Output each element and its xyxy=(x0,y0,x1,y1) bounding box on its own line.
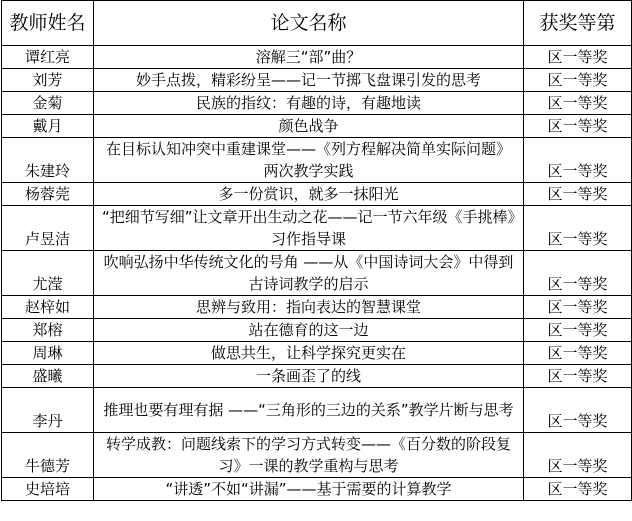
paper-title-cell: 颜色战争 xyxy=(94,115,524,138)
header-paper-title: 论文名称 xyxy=(94,1,524,46)
award-level-cell: 区一等奖 xyxy=(524,433,632,478)
award-level-cell: 区一等奖 xyxy=(524,115,632,138)
paper-title-cell: “把细节写细”让文章开出生动之花——记一节六年级《手挑棒》习作指导课 xyxy=(94,206,524,251)
paper-title-cell: “讲透”不如“讲漏”——基于需要的计算教学 xyxy=(94,478,524,501)
paper-title-cell: 思辨与致用：指向表达的智慧课堂 xyxy=(94,296,524,319)
teacher-name-cell: 刘芳 xyxy=(2,69,94,92)
teacher-name-cell: 金菊 xyxy=(2,92,94,115)
paper-title-cell: 溶解三“部”曲？ xyxy=(94,46,524,69)
table-row xyxy=(2,138,632,183)
paper-title-cell: 转学成教：问题线索下的学习方式转变——《百分数的阶段复习》一课的教学重构与思考 xyxy=(94,433,524,478)
teacher-name-cell: 赵梓如 xyxy=(2,296,94,319)
teacher-name-cell: 尤滢 xyxy=(2,251,94,296)
table-row xyxy=(2,115,632,138)
paper-title-cell: 站在德育的这一边 xyxy=(94,319,524,342)
table-row xyxy=(2,342,632,365)
paper-title-cell: 民族的指纹：有趣的诗，有趣地读 xyxy=(94,92,524,115)
teacher-name-cell: 郑榕 xyxy=(2,319,94,342)
award-level-cell: 区一等奖 xyxy=(524,478,632,501)
header-row xyxy=(2,1,632,46)
award-level-cell: 区一等奖 xyxy=(524,342,632,365)
award-level-cell: 区一等奖 xyxy=(524,92,632,115)
teacher-name-cell: 周琳 xyxy=(2,342,94,365)
teacher-name-cell: 李丹 xyxy=(2,388,94,433)
teacher-name-cell: 杨蓉莞 xyxy=(2,183,94,206)
award-level-cell: 区一等奖 xyxy=(524,251,632,296)
teacher-name-cell: 盛曦 xyxy=(2,365,94,388)
table-row xyxy=(2,206,632,251)
table-row xyxy=(2,319,632,342)
table-row xyxy=(2,251,632,296)
table-row xyxy=(2,478,632,501)
table-row xyxy=(2,92,632,115)
table-row xyxy=(2,433,632,478)
paper-title-cell: 推理也要有理有据 ——“三角形的三边的关系”教学片断与思考 xyxy=(94,388,524,433)
paper-title-cell: 吹响弘扬中华传统文化的号角 ——从《中国诗词大会》中得到古诗词教学的启示 xyxy=(94,251,524,296)
paper-title-cell: 做思共生，让科学探究更实在 xyxy=(94,342,524,365)
table-row xyxy=(2,388,632,433)
award-table xyxy=(1,0,632,501)
award-level-cell: 区一等奖 xyxy=(524,183,632,206)
table-row xyxy=(2,296,632,319)
teacher-name-cell: 戴月 xyxy=(2,115,94,138)
table-row xyxy=(2,46,632,69)
teacher-name-cell: 卢昱洁 xyxy=(2,206,94,251)
award-level-cell: 区一等奖 xyxy=(524,296,632,319)
teacher-name-cell: 史培培 xyxy=(2,478,94,501)
teacher-name-cell: 牛德芳 xyxy=(2,433,94,478)
table-row xyxy=(2,365,632,388)
award-level-cell: 区一等奖 xyxy=(524,365,632,388)
paper-title-cell: 在目标认知冲突中重建课堂——《列方程解决简单实际问题》两次教学实践 xyxy=(94,138,524,183)
table-row xyxy=(2,183,632,206)
teacher-name-cell: 谭红亮 xyxy=(2,46,94,69)
award-level-cell: 区一等奖 xyxy=(524,388,632,433)
award-level-cell: 区一等奖 xyxy=(524,138,632,183)
teacher-name-cell: 朱建玲 xyxy=(2,138,94,183)
table-row xyxy=(2,69,632,92)
table-body xyxy=(2,46,632,501)
award-level-cell: 区一等奖 xyxy=(524,319,632,342)
paper-title-cell: 妙手点拨，精彩纷呈——记一节掷飞盘课引发的思考 xyxy=(94,69,524,92)
header-teacher-name: 教师姓名 xyxy=(2,1,94,46)
header-award-level: 获奖等第 xyxy=(524,1,632,46)
award-level-cell: 区一等奖 xyxy=(524,69,632,92)
paper-title-cell: 一条画歪了的线 xyxy=(94,365,524,388)
paper-title-cell: 多一份赏识，就多一抹阳光 xyxy=(94,183,524,206)
award-level-cell: 区一等奖 xyxy=(524,46,632,69)
award-level-cell: 区一等奖 xyxy=(524,206,632,251)
